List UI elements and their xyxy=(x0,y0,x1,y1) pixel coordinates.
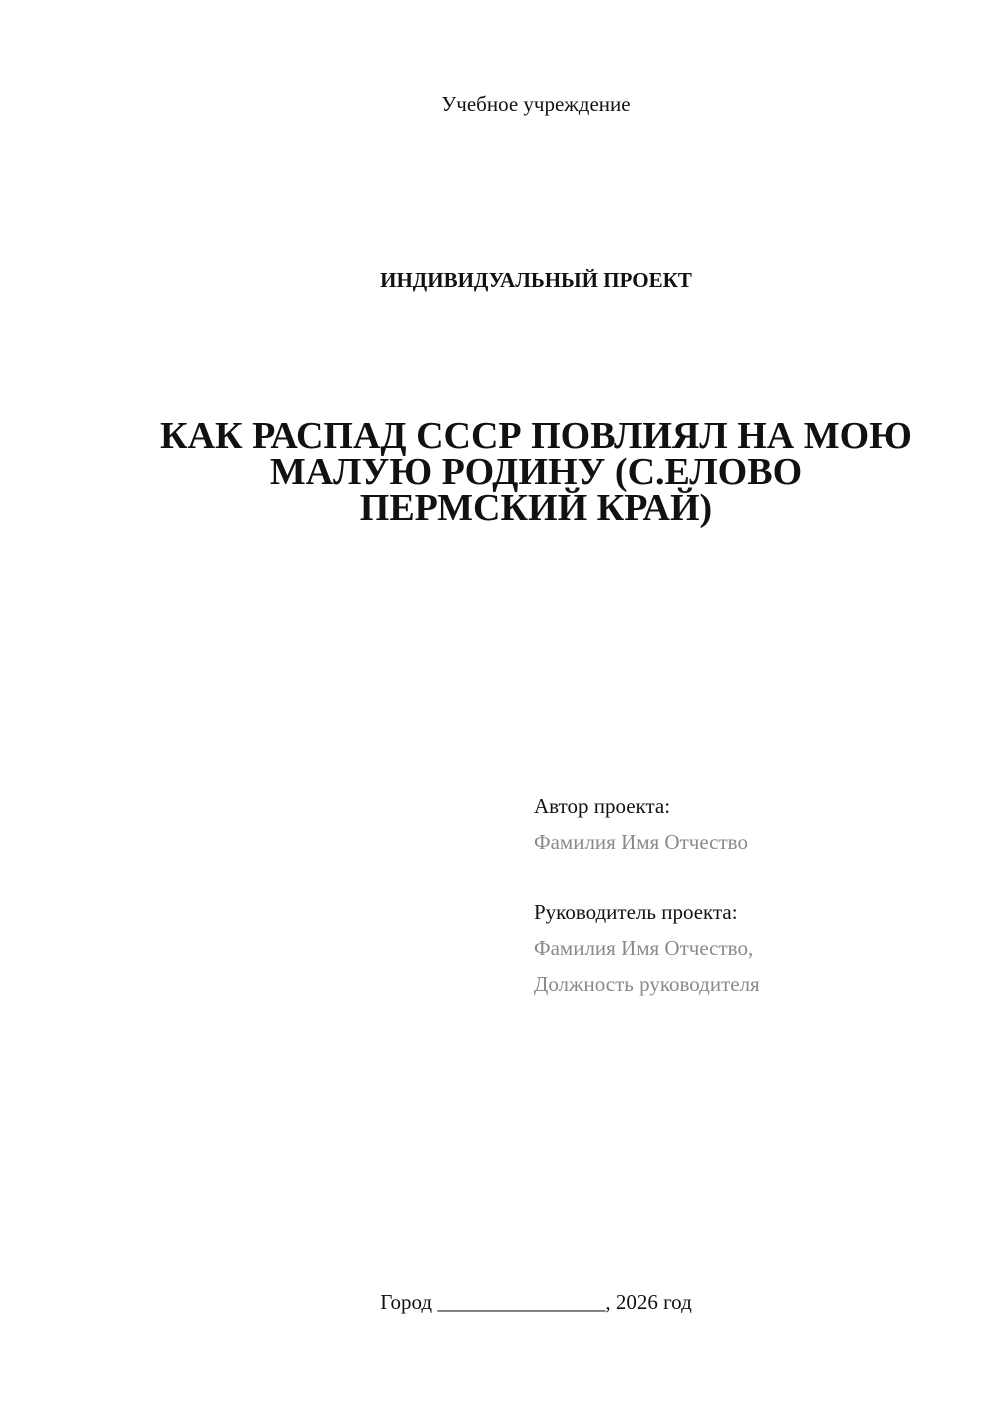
project-title xyxy=(130,415,942,529)
supervisor-name: Фамилия Имя Отчество, xyxy=(534,936,754,960)
credits-block xyxy=(534,788,974,1002)
project-title-line: КАК РАСПАД СССР ПОВЛИЯЛ НА МОЮ xyxy=(160,415,912,457)
author-name: Фамилия Имя Отчество xyxy=(534,830,748,854)
project-title-line: МАЛУЮ РОДИНУ (С.ЕЛОВО xyxy=(269,451,803,493)
city-year-line: Город ________________, 2026 год xyxy=(380,1290,692,1314)
institution-name: Учебное учреждение xyxy=(441,92,631,116)
author-label: Автор проекта: xyxy=(534,794,671,818)
project-type-heading: ИНДИВИДУАЛЬНЫЙ ПРОЕКТ xyxy=(380,268,692,292)
supervisor-label: Руководитель проекта: xyxy=(534,900,738,924)
supervisor-position: Должность руководителя xyxy=(534,972,760,996)
project-title-line: ПЕРМСКИЙ КРАЙ) xyxy=(359,487,713,529)
spacer xyxy=(534,860,974,894)
